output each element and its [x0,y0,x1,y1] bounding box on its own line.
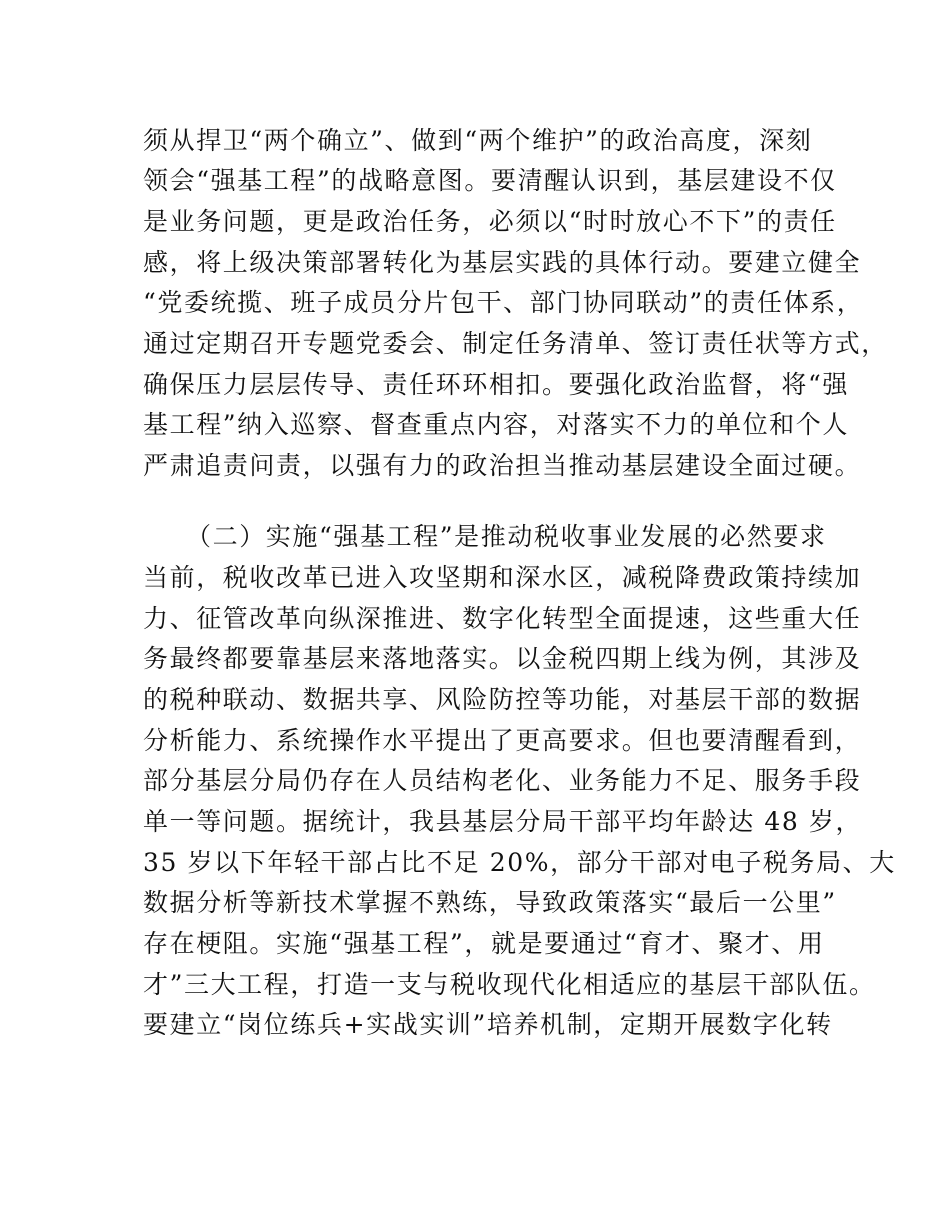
text-line: 务最终都要靠基层来落地落实。以金税四期上线为例，其涉及 [143,644,862,673]
text-line: 单一等问题。据统计，我县基层分局干部平均年龄达 48 岁， [143,807,863,836]
text-line: 部分基层分局仍存在人员结构老化、业务能力不足、服务手段 [143,766,862,795]
text-line: 感，将上级决策部署转化为基层实践的具体行动。要建立健全 [143,248,862,277]
text-line: 要建立“岗位练兵+实战实训”培养机制，定期开展数字化转 [143,1010,833,1039]
text-line: 数据分析等新技术掌握不熟练，导致政策落实“最后一公里” [143,888,837,917]
text-line: 的税种联动、数据共享、风险防控等功能，对基层干部的数据 [143,685,862,714]
text-line: “党委统揽、班子成员分片包干、部门协同联动”的责任体系， [143,288,864,317]
text-line: 分析能力、系统操作水平提出了更高要求。但也要清醒看到， [143,726,862,755]
text-line: 当前，税收改革已进入攻坚期和深水区，减税降费政策持续加 [143,563,862,592]
text-line: 确保压力层层传导、责任环环相扣。要强化政治监督，将“强 [143,370,849,399]
text-line: 基工程”纳入巡察、督查重点内容，对落实不力的单位和个人 [143,410,849,439]
text-line: 存在梗阻。实施“强基工程”，就是要通过“育才、聚才、用 [143,929,825,958]
text-line: 通过定期召开专题党委会、制定任务清单、签订责任状等方式， [143,329,888,358]
text-line: 是业务问题，更是政治任务，必须以“时时放心不下”的责任 [143,207,837,236]
text-line: 35 岁以下年轻干部占比不足 20%，部分干部对电子税务局、大 [143,848,896,877]
text-line: 力、征管改革向纵深推进、数字化转型全面提速，这些重大任 [143,604,862,633]
text-line: 严肃追责问责，以强有力的政治担当推动基层建设全面过硬。 [143,451,862,480]
section-heading-line: （二）实施“强基工程”是推动税收事业发展的必然要求 [186,522,827,551]
text-line: 须从捍卫“两个确立”、做到“两个维护”的政治高度，深刻 [143,126,813,155]
text-line: 领会“强基工程”的战略意图。要清醒认识到，基层建设不仅 [143,166,837,195]
text-line: 才”三大工程，打造一支与税收现代化相适应的基层干部队伍。 [143,970,876,999]
